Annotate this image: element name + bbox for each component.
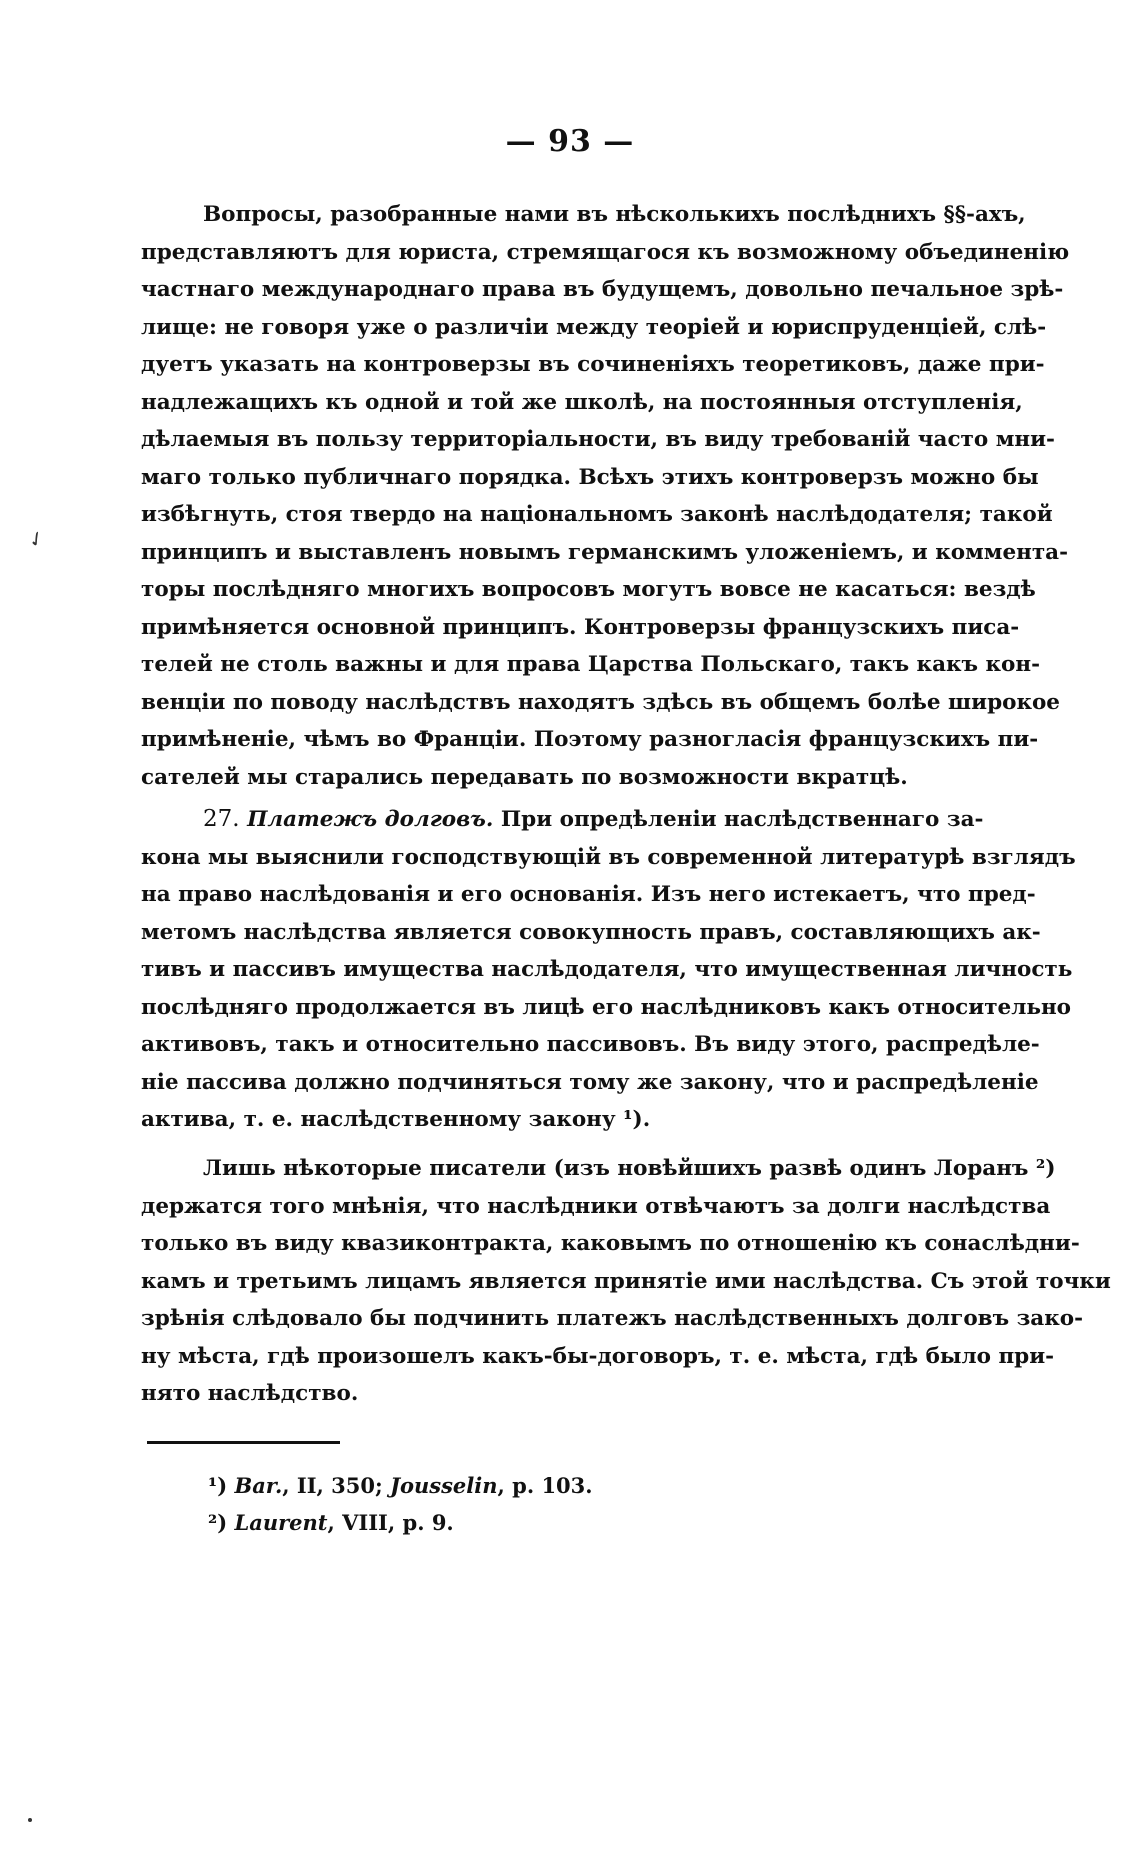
text-line: торы послѣдняго многихъ вопросовъ могутъ вовсе не касаться: вездѣ	[141, 577, 1036, 602]
text-line: нято наслѣдство.	[141, 1381, 359, 1406]
text-fragment: При опредѣленіи наслѣдственнаго за-	[500, 807, 984, 832]
text-line: зрѣнія слѣдовало бы подчинить платежъ наслѣдственныхъ долговъ зако-	[141, 1306, 1084, 1331]
text-line: ніе пассива должно подчиняться тому же закону, что и распредѣленіе	[141, 1069, 1039, 1095]
text-line: камъ и третьимъ лицамъ является принятіе ими наслѣдства. Съ этой точки	[141, 1268, 1111, 1294]
text-line: активовъ, такъ и относительно пассивовъ. Въ виду этого, распредѣле-	[141, 1032, 1040, 1057]
footnote-mark: ²)	[208, 1510, 228, 1535]
footnote-1	[208, 1473, 593, 1498]
text-line: тивъ и пассивъ имущества наслѣдодателя, что имущественная личность	[141, 957, 1073, 982]
text-line: избѣгнуть, стоя твердо на національномъ законѣ наслѣдодателя; такой	[141, 502, 1053, 527]
text-line: венціи по поводу наслѣдствъ находятъ здѣсь въ общемъ болѣе широкое	[141, 689, 1060, 715]
text-line: надлежащихъ къ одной и той же школѣ, на постоянныя отступленія,	[141, 389, 1023, 415]
text-line: актива, т. е. наслѣдственному закону ¹).	[141, 1107, 651, 1132]
section-first-line	[141, 801, 984, 839]
text-line: на право наслѣдованія и его основанія. Изъ него истекаетъ, что пред-	[141, 882, 1036, 907]
text-line: дуетъ указать на контроверзы въ сочиненіяхъ теоретиковъ, даже при-	[141, 352, 1045, 377]
footnote-author: Jousselin	[390, 1473, 498, 1498]
footnote-mark: ¹)	[208, 1473, 228, 1498]
text-line: метомъ наслѣдства является совокупность правъ, составляющихъ ак-	[141, 919, 1041, 945]
text-line: принципъ и выставленъ новымъ германскимъ уложеніемъ, и коммента-	[141, 539, 1069, 565]
section-heading: Платежъ долговъ.	[247, 807, 494, 832]
text-line: Лишь нѣкоторые писатели (изъ новѣйшихъ развѣ одинъ Лоранъ ²)	[203, 1156, 1056, 1181]
text-line: ну мѣста, гдѣ произошелъ какъ-бы-договоръ, т. е. мѣста, гдѣ было при-	[141, 1343, 1055, 1369]
page-speck	[28, 1818, 32, 1822]
text-line: маго только публичнаго порядка. Всѣхъ этихъ контроверзъ можно бы	[141, 464, 1039, 490]
text-line: представляютъ для юриста, стремящагося къ возможному объединенію	[141, 239, 1070, 265]
paragraph-3	[141, 1150, 1111, 1413]
paragraph-2	[141, 801, 1076, 1139]
footnote-author: Laurent	[234, 1510, 328, 1535]
footnote-2	[208, 1510, 454, 1535]
footnote-text: , VIII, p. 9.	[327, 1510, 454, 1535]
text-line: Вопросы, разобранные нами въ нѣсколькихъ послѣднихъ §§-ахъ,	[203, 202, 1026, 227]
paragraph-1	[141, 196, 1070, 796]
text-line: примѣненіе, чѣмъ во Франціи. Поэтому разногласія французскихъ пи-	[141, 727, 1039, 752]
section-number: 27.	[203, 806, 240, 832]
text-line: примѣняется основной принципъ. Контроверзы французскихъ писа-	[141, 614, 1020, 640]
text-line: сателей мы старались передавать по возможности вкратцѣ.	[141, 764, 908, 790]
footnote-text: , p. 103.	[497, 1473, 593, 1498]
footnote-author: Bar.	[234, 1473, 283, 1498]
page-number: — 93 —	[505, 124, 635, 159]
text-line: телей не столь важны и для права Царства Польскаго, такъ какъ кон-	[141, 652, 1041, 677]
text-line: держатся того мнѣнія, что наслѣдники отвѣчаютъ за долги наслѣдства	[141, 1193, 1051, 1219]
text-line: послѣдняго продолжается въ лицѣ его наслѣдниковъ какъ относительно	[141, 994, 1072, 1020]
text-line: частнаго международнаго права въ будущемъ, довольно печальное зрѣ-	[141, 277, 1064, 302]
text-line: дѣлаемыя въ пользу территоріальности, въ виду требованій часто мни-	[141, 427, 1055, 452]
text-line: кона мы выяснили господствующій въ современной литературѣ взглядъ	[141, 844, 1076, 870]
footnote-divider	[147, 1441, 340, 1444]
text-line: только въ виду квазиконтракта, каковымъ по отношенію къ сонаслѣдни-	[141, 1231, 1080, 1256]
margin-pencil-mark: ✓	[23, 524, 50, 554]
text-line: лище: не говоря уже о различіи между теоріей и юриспруденціей, слѣ-	[141, 314, 1047, 340]
footnote-text: , II, 350;	[282, 1473, 391, 1498]
